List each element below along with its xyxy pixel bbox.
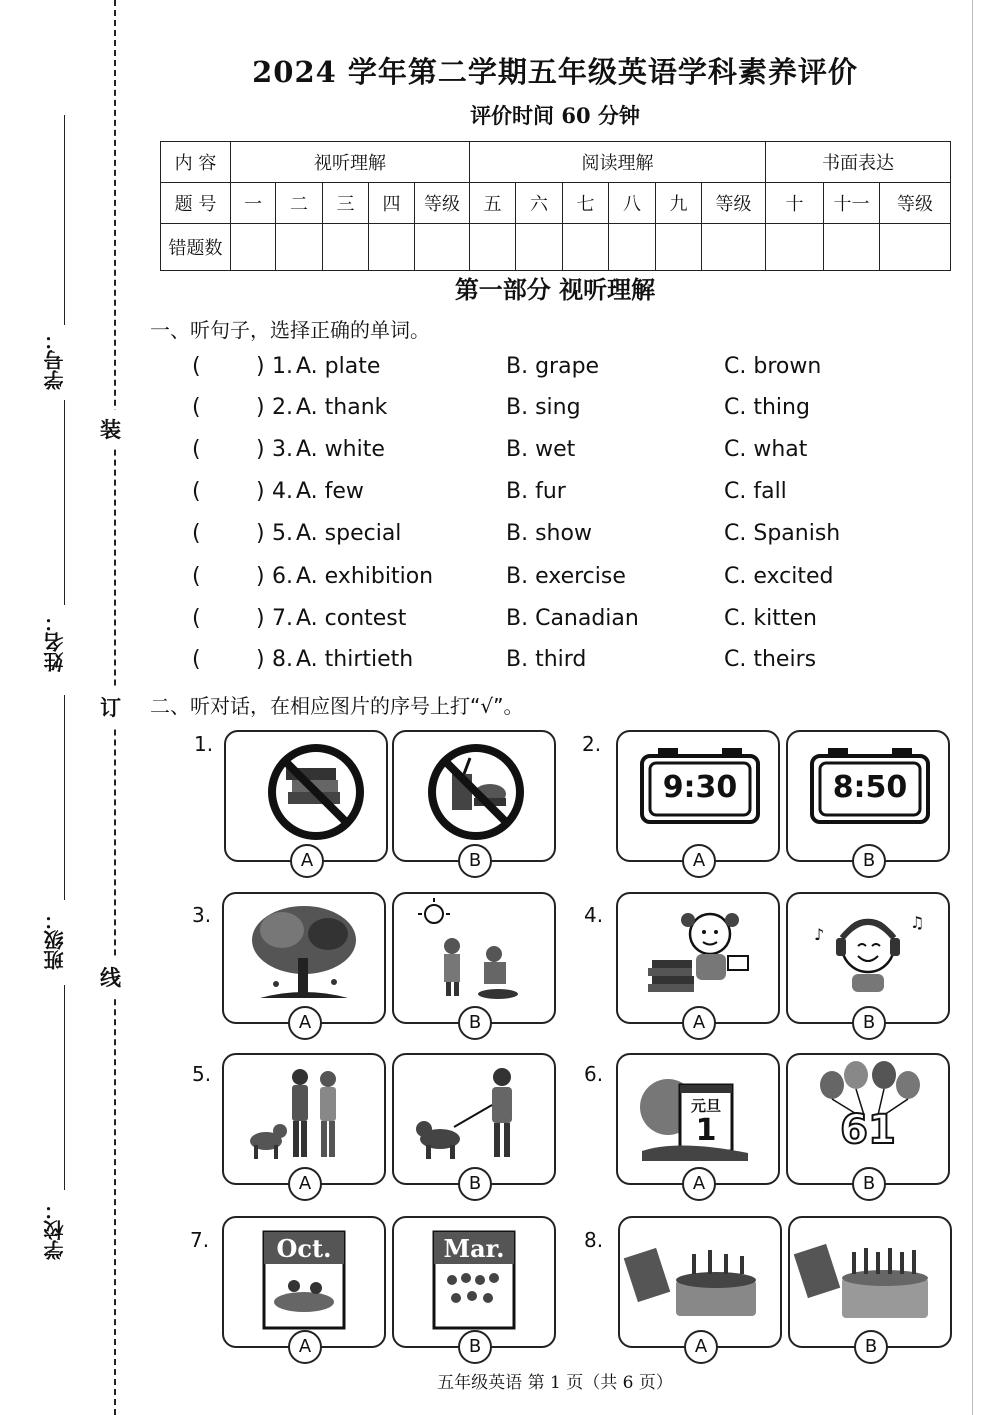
error-count-cell[interactable]	[563, 224, 609, 271]
binding-char-zhuang: 装	[100, 410, 121, 448]
question-number: 5.	[272, 521, 293, 546]
error-count-cell[interactable]	[415, 224, 470, 271]
error-count-cell[interactable]	[824, 224, 880, 271]
summer-kids-icon	[394, 894, 554, 1022]
picture-card-q2-a	[616, 730, 780, 871]
question-number-cell: 五	[470, 183, 516, 224]
question-row	[190, 395, 930, 435]
option-circle-b[interactable]: B	[854, 1330, 888, 1364]
option-b: B. wet	[506, 437, 576, 462]
school-line	[64, 985, 65, 1190]
option-a: A. thank	[296, 395, 388, 420]
option-b: B. grape	[506, 354, 600, 379]
svg-text:♪: ♪	[814, 925, 825, 944]
option-a: A. white	[296, 437, 385, 462]
option-circle-b[interactable]: B	[852, 1167, 886, 1201]
error-count-cell[interactable]	[880, 224, 951, 271]
answer-paren-close: )	[256, 564, 265, 589]
option-c: C. excited	[724, 564, 834, 589]
picture-card-q6-b	[786, 1053, 950, 1194]
grade-cell: 等级	[702, 183, 766, 224]
option-circle-a[interactable]: A	[682, 1006, 716, 1040]
picture-card-q5-b	[392, 1053, 556, 1194]
picture-card-q3-a	[222, 892, 386, 1033]
option-circle-a[interactable]: A	[682, 844, 716, 878]
option-b: B. fur	[506, 479, 566, 504]
question-row	[190, 479, 930, 519]
picture-card-q4-b	[786, 892, 950, 1033]
option-circle-a[interactable]: A	[288, 1330, 322, 1364]
student-number-field	[36, 330, 76, 390]
question-number: 1.	[272, 354, 293, 379]
clock-time-a: 9:30	[662, 770, 738, 805]
autumn-tree-icon	[224, 894, 384, 1022]
picture-question-number: 6.	[584, 1062, 604, 1086]
picture-card-q8-a	[618, 1216, 782, 1357]
binding-char-xian: 线	[100, 958, 121, 996]
answer-paren-open[interactable]: (	[192, 354, 201, 379]
option-a: A. plate	[296, 354, 381, 379]
error-count-cell[interactable]	[516, 224, 563, 271]
option-circle-b[interactable]: B	[458, 1330, 492, 1364]
question-number-cell: 三	[323, 183, 369, 224]
school-field	[36, 1200, 76, 1260]
section-one-title: 一、听句子，选择正确的单词。	[150, 318, 430, 342]
error-count-cell[interactable]	[231, 224, 276, 271]
error-count-cell[interactable]	[766, 224, 824, 271]
girl-music-icon	[788, 894, 948, 1022]
girl-walking-dog-icon	[394, 1055, 554, 1183]
picture-question-number: 7.	[190, 1228, 210, 1252]
option-c: C. thing	[724, 395, 810, 420]
name-label: 姓名：	[43, 612, 67, 672]
option-circle-a[interactable]: A	[682, 1167, 716, 1201]
question-row	[190, 437, 930, 477]
option-a: A. few	[296, 479, 364, 504]
answer-paren-close: )	[256, 437, 265, 462]
error-count-cell[interactable]	[470, 224, 516, 271]
group-listening: 视听理解	[231, 142, 470, 183]
question-number-cell: 六	[516, 183, 563, 224]
option-circle-b[interactable]: B	[458, 844, 492, 878]
name-field	[36, 612, 76, 672]
picture-card-q2-b	[786, 730, 950, 871]
page-edge-line	[972, 0, 973, 1415]
answer-paren-open[interactable]: (	[192, 395, 201, 420]
option-a: A. thirtieth	[296, 647, 414, 672]
calendar-label: 元旦	[690, 1097, 721, 1115]
option-a: A. special	[296, 521, 402, 546]
option-circle-a[interactable]: A	[684, 1330, 718, 1364]
part-one-title: 第一部分 视听理解	[454, 275, 656, 304]
question-number-cell: 一	[231, 183, 276, 224]
section-two-title: 二、听对话，在相应图片的序号上打“√”。	[150, 694, 524, 718]
question-row	[190, 564, 930, 604]
picture-question-number: 5.	[192, 1062, 212, 1086]
birthday-cake-icon	[620, 1218, 780, 1346]
option-b: B. third	[506, 647, 587, 672]
option-c: C. theirs	[724, 647, 817, 672]
error-count-cell[interactable]	[609, 224, 656, 271]
option-a: A. exhibition	[296, 564, 434, 589]
childrens-day-number: 61	[840, 1107, 896, 1153]
option-circle-b[interactable]: B	[852, 844, 886, 878]
page-footer: 五年级英语 第 1 页（共 6 页）	[437, 1373, 673, 1393]
picture-question-number: 8.	[584, 1228, 604, 1252]
svg-text:♫: ♫	[910, 913, 925, 932]
picture-question-number: 3.	[192, 903, 212, 927]
calendar-day: 1	[695, 1113, 717, 1148]
picture-question-number: 1.	[194, 732, 214, 756]
picture-card-q7-b	[392, 1216, 556, 1357]
picture-question-number: 4.	[584, 903, 604, 927]
question-number-cell: 七	[563, 183, 609, 224]
binding-char-ding: 订	[100, 688, 121, 726]
option-circle-a[interactable]: A	[288, 1006, 322, 1040]
question-row	[190, 354, 930, 394]
month-label-b: Mar.	[443, 1234, 505, 1263]
question-row	[190, 606, 930, 646]
answer-paren-close: )	[256, 521, 265, 546]
picture-question-number: 2.	[582, 732, 602, 756]
answer-paren-open[interactable]: (	[192, 564, 201, 589]
question-number-cell: 十一	[824, 183, 880, 224]
option-b: B. show	[506, 521, 592, 546]
answer-paren-close: )	[256, 647, 265, 672]
answer-paren-open[interactable]: (	[192, 647, 201, 672]
class-label: 班级：	[43, 910, 67, 970]
question-number-cell: 二	[276, 183, 323, 224]
no-books-icon	[226, 732, 386, 860]
question-number-cell: 九	[656, 183, 702, 224]
group-reading: 阅读理解	[470, 142, 766, 183]
answer-paren-close: )	[256, 606, 265, 631]
answer-paren-open[interactable]: (	[192, 606, 201, 631]
girl-reading-icon	[618, 894, 778, 1022]
option-c: C. brown	[724, 354, 822, 379]
question-number-cell: 四	[369, 183, 415, 224]
option-circle-a[interactable]: A	[290, 844, 324, 878]
name-line	[64, 400, 65, 605]
option-c: C. Spanish	[724, 521, 841, 546]
class-line	[64, 695, 65, 900]
option-b: B. exercise	[506, 564, 626, 589]
score-table	[160, 141, 951, 271]
question-number: 7.	[272, 606, 293, 631]
picture-card-q1-b	[392, 730, 556, 871]
grade-cell: 等级	[415, 183, 470, 224]
question-number: 6.	[272, 564, 293, 589]
option-circle-b[interactable]: B	[458, 1006, 492, 1040]
error-count-cell[interactable]	[323, 224, 369, 271]
row-label-errors: 错题数	[161, 224, 231, 271]
picture-card-q1-a	[224, 730, 388, 871]
question-row	[190, 647, 930, 687]
option-b: B. sing	[506, 395, 581, 420]
picture-card-q3-b	[392, 892, 556, 1033]
month-label-a: Oct.	[276, 1234, 332, 1263]
school-label: 学校：	[43, 1200, 67, 1260]
question-number-cell: 八	[609, 183, 656, 224]
picture-card-q7-a	[222, 1216, 386, 1357]
couple-with-dog-icon	[224, 1055, 384, 1183]
picture-card-q4-a	[616, 892, 780, 1033]
grade-cell: 等级	[880, 183, 951, 224]
error-count-cell[interactable]	[702, 224, 766, 271]
row-label-number: 题 号	[161, 183, 231, 224]
birthday-cake-icon	[790, 1218, 950, 1346]
error-count-cell[interactable]	[656, 224, 702, 271]
student-number-label: 学号：	[43, 330, 67, 390]
error-count-cell[interactable]	[369, 224, 415, 271]
option-c: C. kitten	[724, 606, 817, 631]
answer-paren-close: )	[256, 479, 265, 504]
answer-paren-open[interactable]: (	[192, 479, 201, 504]
answer-paren-close: )	[256, 395, 265, 420]
option-a: A. contest	[296, 606, 407, 631]
option-circle-a[interactable]: A	[288, 1167, 322, 1201]
class-field	[36, 910, 76, 970]
exam-title: 2024 学年第二学期五年级英语学科素养评价	[252, 55, 858, 89]
answer-paren-open[interactable]: (	[192, 521, 201, 546]
row-label-content: 内 容	[161, 142, 231, 183]
question-number-cell: 十	[766, 183, 824, 224]
option-circle-b[interactable]: B	[458, 1167, 492, 1201]
question-row	[190, 521, 930, 561]
question-number: 4.	[272, 479, 293, 504]
clock-time-b: 8:50	[832, 770, 908, 805]
option-c: C. fall	[724, 479, 787, 504]
picture-card-q6-a	[616, 1053, 780, 1194]
option-b: B. Canadian	[506, 606, 639, 631]
no-food-icon	[394, 732, 554, 860]
question-number: 2.	[272, 395, 293, 420]
question-number: 8.	[272, 647, 293, 672]
error-count-cell[interactable]	[276, 224, 323, 271]
picture-card-q5-a	[222, 1053, 386, 1194]
answer-paren-close: )	[256, 354, 265, 379]
group-writing: 书面表达	[766, 142, 951, 183]
exam-time: 评价时间 60 分钟	[470, 103, 640, 128]
question-number: 3.	[272, 437, 293, 462]
picture-card-q8-b	[788, 1216, 952, 1357]
answer-paren-open[interactable]: (	[192, 437, 201, 462]
option-circle-b[interactable]: B	[852, 1006, 886, 1040]
option-c: C. what	[724, 437, 808, 462]
student-number-line	[64, 115, 65, 325]
